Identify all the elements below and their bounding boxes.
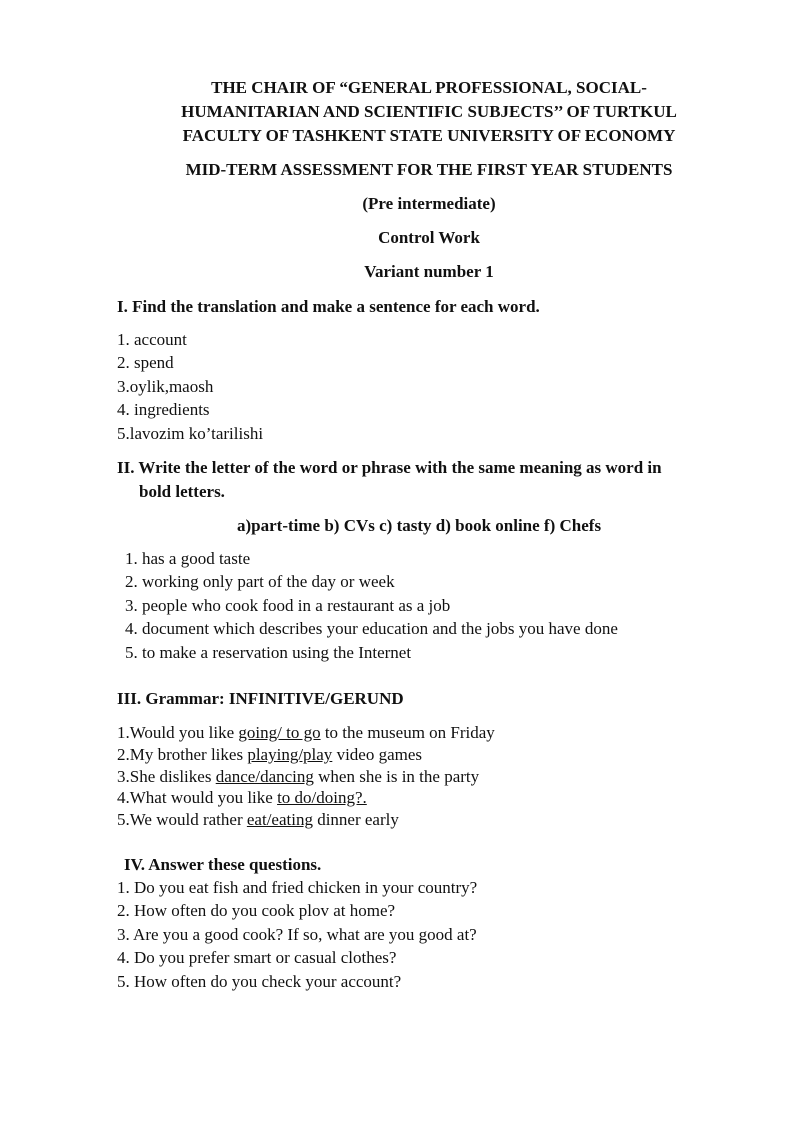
item-text: dinner early (312, 810, 399, 829)
level-label: (Pre intermediate) (362, 194, 496, 213)
header-line-2: HUMANITARIAN AND SCIENTIFIC SUBJECTS’’ OF TURTKUL (181, 102, 677, 121)
item-options: playing/play (247, 745, 333, 764)
list-item: 1. account (117, 330, 187, 349)
item-text: 2.My brother likes (117, 745, 248, 764)
item-text: 3.She dislikes (117, 767, 216, 786)
assessment-title: MID-TERM ASSESSMENT FOR THE FIRST YEAR STUDENTS (185, 160, 673, 179)
list-item (117, 743, 422, 766)
list-item: 3. Are you a good cook? If so, what are you good at? (117, 925, 477, 944)
item-options: going/ to go (238, 723, 321, 742)
list-item (117, 786, 367, 809)
section-3-title: III. Grammar: INFINITIVE/GERUND (117, 689, 404, 708)
list-item (117, 721, 495, 744)
list-item: 4. Do you prefer smart or casual clothes? (117, 948, 397, 967)
list-item: 1. has a good taste (125, 549, 251, 568)
list-item (117, 808, 399, 831)
list-item: 1. Do you eat fish and fried chicken in your country? (117, 878, 478, 897)
section-2-title-cont: bold letters. (139, 482, 225, 501)
list-item: 3.oylik,maosh (117, 377, 214, 396)
section-4-title: IV. Answer these questions. (124, 855, 322, 874)
item-text: 4.What would you like (117, 788, 278, 807)
item-options: eat/eating (246, 810, 313, 829)
item-options: to do/doing?. (277, 788, 367, 807)
section-1-title: I. Find the translation and make a sentence for each word. (117, 297, 540, 316)
item-text: 1.Would you like (117, 723, 239, 742)
variant-label: Variant number 1 (364, 262, 494, 281)
list-item: 5. How often do you check your account? (117, 972, 402, 991)
list-item: 2. spend (117, 353, 174, 372)
control-work-label: Control Work (378, 228, 480, 247)
answer-options: a)part-time b) CVs c) tasty d) book online f) Chefs (237, 516, 602, 535)
item-text: video games (332, 745, 423, 764)
list-item: 4. ingredients (117, 400, 210, 419)
list-item: 3. people who cook food in a restaurant as a job (125, 596, 451, 615)
list-item (117, 765, 479, 788)
list-item: 2. How often do you cook plov at home? (117, 901, 396, 920)
header-line-1: THE CHAIR OF “GENERAL PROFESSIONAL, SOCIAL- (211, 78, 647, 97)
list-item: 5.lavozim ko’tarilishi (117, 424, 264, 443)
list-item: 2. working only part of the day or week (125, 572, 395, 591)
item-options: dance/dancing (215, 767, 314, 786)
section-2-title: II. Write the letter of the word or phrase with the same meaning as word in (117, 458, 662, 477)
item-text: 5.We would rather (117, 810, 247, 829)
list-item: 5. to make a reservation using the Internet (125, 643, 412, 662)
list-item: 4. document which describes your education and the jobs you have done (125, 619, 618, 638)
item-text: when she is in the party (313, 767, 480, 786)
item-text: to the museum on Friday (320, 723, 495, 742)
header-line-3: FACULTY OF TASHKENT STATE UNIVERSITY OF ECONOMY (182, 126, 676, 145)
